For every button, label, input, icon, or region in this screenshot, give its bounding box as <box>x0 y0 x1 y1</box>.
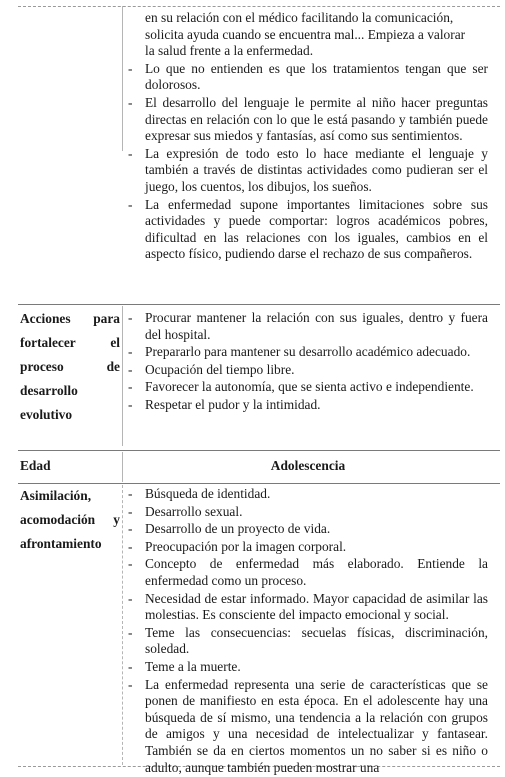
list-item: - Necesidad de estar informado. Mayor capacidad de asimilar las molestias. Es consciente del impacto emocional y social. <box>128 590 488 623</box>
header-adolescencia: Adolescencia <box>270 458 346 473</box>
bullet-dash: - <box>128 344 133 360</box>
column-divider-top <box>122 6 123 151</box>
column-divider-acciones <box>122 306 123 446</box>
bullet-dash: - <box>128 538 133 554</box>
list-item: - Desarrollo de un proyecto de vida. <box>128 521 331 537</box>
header-edad: Edad <box>20 458 51 473</box>
top-section-content <box>128 10 488 264</box>
list-item: - Teme a la muerte. <box>128 658 241 674</box>
list-item: - Búsqueda de identidad. <box>128 486 271 501</box>
row-separator-acciones <box>18 304 500 305</box>
list-item: - Prepararlo para mantener su desarrollo académico adecuado. <box>128 344 471 360</box>
bullet-dash: - <box>128 361 133 377</box>
list-item: - Desarrollo sexual. <box>128 503 243 519</box>
bullet-dash: - <box>128 503 133 519</box>
acciones-label: Acciones para fortalecer el proceso de desarrollo evolutivo <box>20 311 120 422</box>
bullet-dash: - <box>128 556 133 572</box>
asimilacion-label: Asimilación, acomodación y afrontamiento <box>20 488 120 551</box>
bullet-dash: - <box>128 379 133 395</box>
list-item: - Preocupación por la imagen corporal. <box>128 538 347 554</box>
acciones-content <box>128 310 488 415</box>
bullet-dash: - <box>128 196 133 212</box>
list-item: - Ocupación del tiempo libre. <box>128 361 295 377</box>
bullet-dash: - <box>128 486 133 501</box>
bullet-dash: - <box>128 396 133 412</box>
bullet-dash: - <box>128 94 133 110</box>
bullet-dash: - <box>128 658 133 674</box>
top-border <box>18 6 500 7</box>
list-item: - Teme las consecuencias: secuelas físicas, discriminación, soledad. <box>128 624 488 657</box>
list-item: - La enfermedad representa una serie de características que se ponen de manifiesto en esta época. En el adolescente hay una búsqueda de sí mismo, una tendencia a la relación con grupos de amigos y una necesidad de intelectualizar y fantasear. También se da en ciertos momentos un no saber si es niño o adulto, aunque también pueden mostrar una <box>128 676 488 775</box>
bullet-dash: - <box>128 676 133 692</box>
list-item: - El desarrollo del lenguaje le permite al niño hacer preguntas directas en relación con lo que le está pasando y también puede expresar sus miedos y fantasías, así como sus sentimientos. <box>128 94 488 144</box>
list-item: - La enfermedad supone importantes limitaciones sobre sus actividades y puede comportar: logros académicos pobres, dificultad en las relaciones con los iguales, cambios en el aspecto físico, pudiendo darse el rechazo de sus compañeros. <box>128 196 488 262</box>
list-item: - Concepto de enfermedad más elaborado. Entiende la enfermedad como un proceso. <box>128 556 488 588</box>
list-item: - Lo que no entienden es que los tratamientos tengan que ser dolorosos. <box>128 60 488 93</box>
row-separator-header-top <box>18 450 500 451</box>
list-item: - Respetar el pudor y la intimidad. <box>128 396 321 412</box>
continuation-text: en su relación con el médico facilitando la comunicación, solicita ayuda cuando se encuentra mal... Empieza a valorar la salud frente a la enfermedad. <box>145 10 466 59</box>
bullet-dash: - <box>128 521 133 537</box>
column-divider-bottom <box>122 485 123 765</box>
bullet-dash: - <box>128 145 133 161</box>
list-item: - Favorecer la autonomía, que se sienta activo e independiente. <box>128 379 474 395</box>
list-item: - La expresión de todo esto lo hace mediante el lenguaje y también a través de distintas actividades como pudieran ser el juego, los cuentos, los dibujos, los sueños. <box>128 145 488 194</box>
bullet-dash: - <box>128 624 133 640</box>
bullet-dash: - <box>128 310 133 325</box>
bullet-dash: - <box>128 590 133 606</box>
column-divider-header <box>122 452 123 482</box>
bullet-dash: - <box>128 60 133 76</box>
list-item: - Procurar mantener la relación con sus iguales, dentro y fuera del hospital. <box>128 310 488 342</box>
asimilacion-content <box>128 486 488 777</box>
